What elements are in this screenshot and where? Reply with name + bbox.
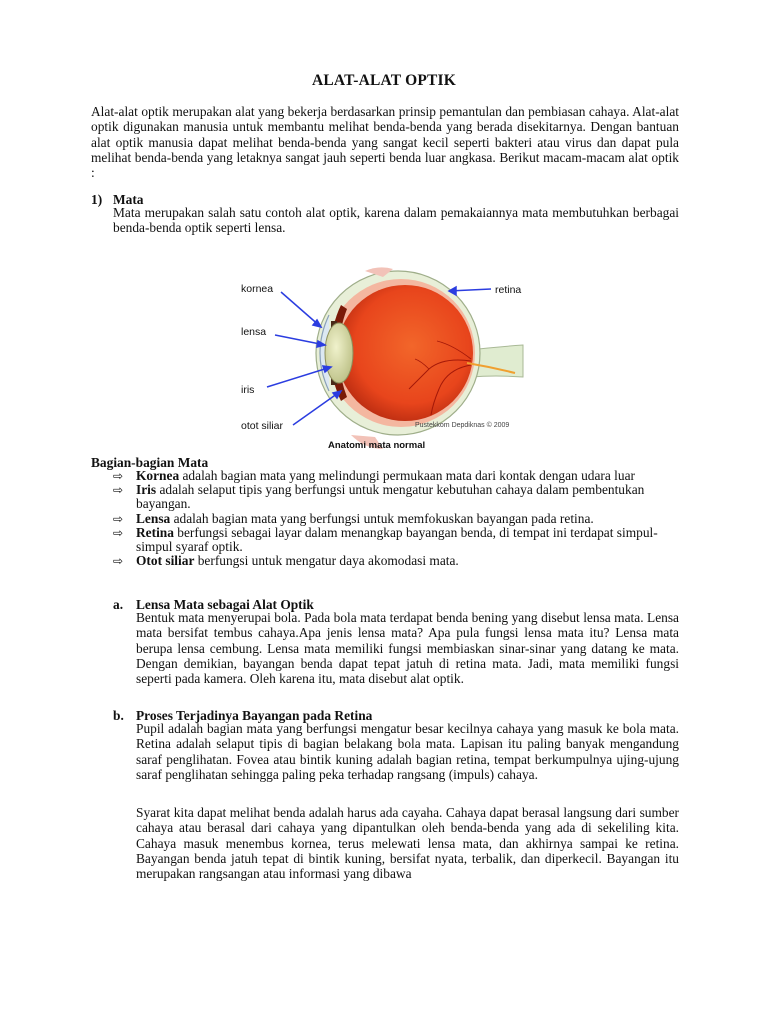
eye-anatomy-figure — [233, 265, 533, 455]
subsection-label: b. — [113, 708, 124, 723]
list-item-desc: berfungsi untuk mengatur daya akomodasi mata. — [194, 553, 459, 569]
intro-paragraph: Alat-alat optik merupakan alat yang bekerja berdasarkan prinsip pemantulan dan pembiasan cahaya. Alat-alat optik digunakan manusia untuk membantu melihat benda-benda yang berada disekitarnya. Dengan bantuan alat optik manusia dapat melihat benda-benda yang sangat kecil seperti bakteri atau virus dan dapat pula melihat benda-benda yang letaknya sangat jauh seperti benda luar angkasa. Berikut macam-macam alat optik : — [91, 104, 679, 181]
subsection-b-text-1: Pupil adalah bagian mata yang berfungsi mengatur besar kecilnya cahaya yang masuk ke bola mata. Retina adalah selaput tipis di bagian belakang bola mata. Lapisan itu paling banyak mengandung saraf penglihatan. Fovea atau bintik kuning adalah bagian retina, tempat berkumpulnya ujing-ujung saraf penglihatan sehingga paling peka terhadap rangsang (impuls) cahaya. — [136, 721, 679, 782]
section-title: Mata — [113, 192, 144, 207]
subsection-label: a. — [113, 597, 124, 612]
list-item-term: Otot siliar — [136, 553, 195, 569]
label-otot-siliar: otot siliar — [241, 420, 284, 432]
lens-shape — [325, 323, 353, 383]
bagian-heading: Bagian-bagian Mata — [91, 455, 209, 470]
label-iris: iris — [241, 384, 255, 396]
label-retina: retina — [495, 284, 522, 296]
arrow-right-icon: ⇨ — [113, 511, 124, 526]
label-kornea: kornea — [241, 283, 274, 295]
list-item-desc: adalah bagian mata yang melindungi permukaan mata dari kontak dengan udara luar — [179, 468, 635, 483]
subsection-title: Proses Terjadinya Bayangan pada Retina — [136, 708, 373, 723]
list-item-desc: adalah bagian mata yang berfungsi untuk memfokuskan bayangan pada retina. — [170, 510, 594, 526]
list-item-term: Retina — [136, 524, 174, 540]
arrow-right-icon: ⇨ — [113, 554, 124, 569]
list-item — [113, 526, 679, 554]
subsection-title: Lensa Mata sebagai Alat Optik — [136, 597, 314, 612]
arrow-right-icon: ⇨ — [113, 483, 124, 498]
list-item — [113, 512, 679, 526]
figure-credit: Pustekkom Depdiknas © 2009 — [415, 422, 510, 429]
label-lensa: lensa — [241, 326, 267, 338]
list-item — [113, 554, 679, 568]
list-item-term: Iris — [136, 482, 157, 498]
figure-caption: Anatomi mata normal — [328, 440, 426, 451]
bagian-list — [113, 469, 679, 568]
arrow-right-icon: ⇨ — [113, 525, 124, 540]
list-item-term: Kornea — [136, 468, 180, 483]
page-title: ALAT-ALAT OPTIK — [311, 72, 457, 89]
arrow-right-icon: ⇨ — [113, 469, 124, 483]
eyeball — [337, 285, 473, 421]
subsection-a-text: Bentuk mata menyerupai bola. Pada bola mata terdapat benda bening yang disebut lensa mata. Lensa mata bersifat tembus cahaya.Apa jenis lensa mata? Apa pula fungsi lensa mata itu? Lensa mata berupa lensa cembung. Lensa mata memiliki fungsi membiaskan sinar-sinar yang datang ke mata. Dengan demikian, bayangan benda dapat tepat jatuh di retina mata. Jadi, mata memiliki fungsi seperti pada kamera. Oleh karena itu, mata disebut alat optik. — [136, 610, 679, 687]
section-mata-text: Mata merupakan salah satu contoh alat optik, karena dalam pemakaiannya mata membutuhkan berbagai benda-benda optik seperti lensa. — [113, 205, 679, 236]
section-number: 1) — [91, 192, 103, 207]
list-item — [113, 469, 679, 483]
subsection-b-text-2: Syarat kita dapat melihat benda adalah harus ada cayaha. Cahaya dapat berasal langsung dari sumber cahaya atau berasal dari cahaya yang dipantulkan oleh benda-benda yang ada di sekeliling kita. Cahaya masuk menembus kornea, terus melewati lensa mata, dan akhirnya sampai ke retina. Bayangan benda jatuh tepat di bintik kuning, bersifat nyata, terbalik, dan diperkecil. Bayangan itu merupakan rangsangan atau informasi yang dibawa — [136, 805, 679, 882]
list-item-desc: berfungsi sebagai layar dalam menangkap bayangan benda, di tempat ini terdapat simpul-simpul syaraf optik. — [136, 524, 658, 555]
list-item-term: Lensa — [136, 510, 171, 526]
list-item — [113, 483, 679, 511]
list-item-desc: adalah selaput tipis yang berfungsi untuk mengatur kebutuhan cahaya dalam pembentukan bayangan. — [136, 482, 645, 512]
